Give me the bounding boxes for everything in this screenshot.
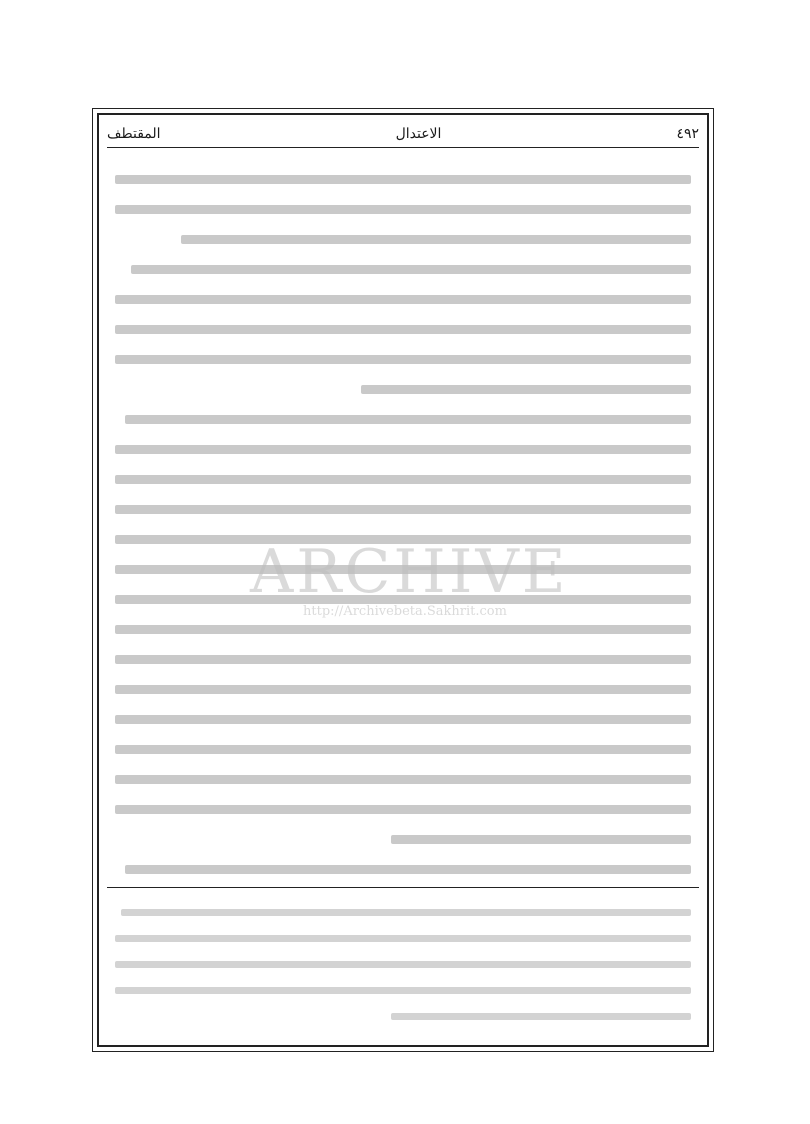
body-line — [391, 835, 691, 844]
body-line — [115, 295, 691, 304]
body-line — [115, 325, 691, 334]
page-number: ٤٩٢ — [676, 126, 699, 142]
running-header — [107, 123, 699, 145]
page-frame — [92, 108, 714, 1052]
footnote-rule — [107, 887, 699, 888]
body-line — [125, 865, 691, 874]
body-line — [115, 685, 691, 694]
footnote-line — [115, 961, 691, 968]
body-line — [115, 565, 691, 574]
body-line — [115, 625, 691, 634]
watermark-mark: ARCHIVE — [250, 537, 569, 607]
body-line — [115, 595, 691, 604]
body-line — [115, 775, 691, 784]
journal-name: المقتطف — [107, 126, 161, 142]
body-line — [181, 235, 691, 244]
footnote-line — [115, 987, 691, 994]
body-line — [115, 715, 691, 724]
body-line — [115, 475, 691, 484]
body-line — [115, 505, 691, 514]
body-line — [115, 355, 691, 364]
watermark-url: http://Archivebeta.Sakhrit.com — [303, 604, 507, 619]
header-rule — [107, 147, 699, 148]
footnote-line — [115, 935, 691, 942]
footnote-line — [121, 909, 691, 916]
body-line — [115, 535, 691, 544]
body-line — [115, 805, 691, 814]
body-line — [115, 445, 691, 454]
body-line — [125, 415, 691, 424]
body-line — [361, 385, 691, 394]
running-title: الاعتدال — [395, 126, 442, 142]
body-line — [115, 205, 691, 214]
body-line — [115, 655, 691, 664]
body-line — [131, 265, 691, 274]
body-line — [115, 175, 691, 184]
body-line — [115, 745, 691, 754]
footnote-line — [391, 1013, 691, 1020]
